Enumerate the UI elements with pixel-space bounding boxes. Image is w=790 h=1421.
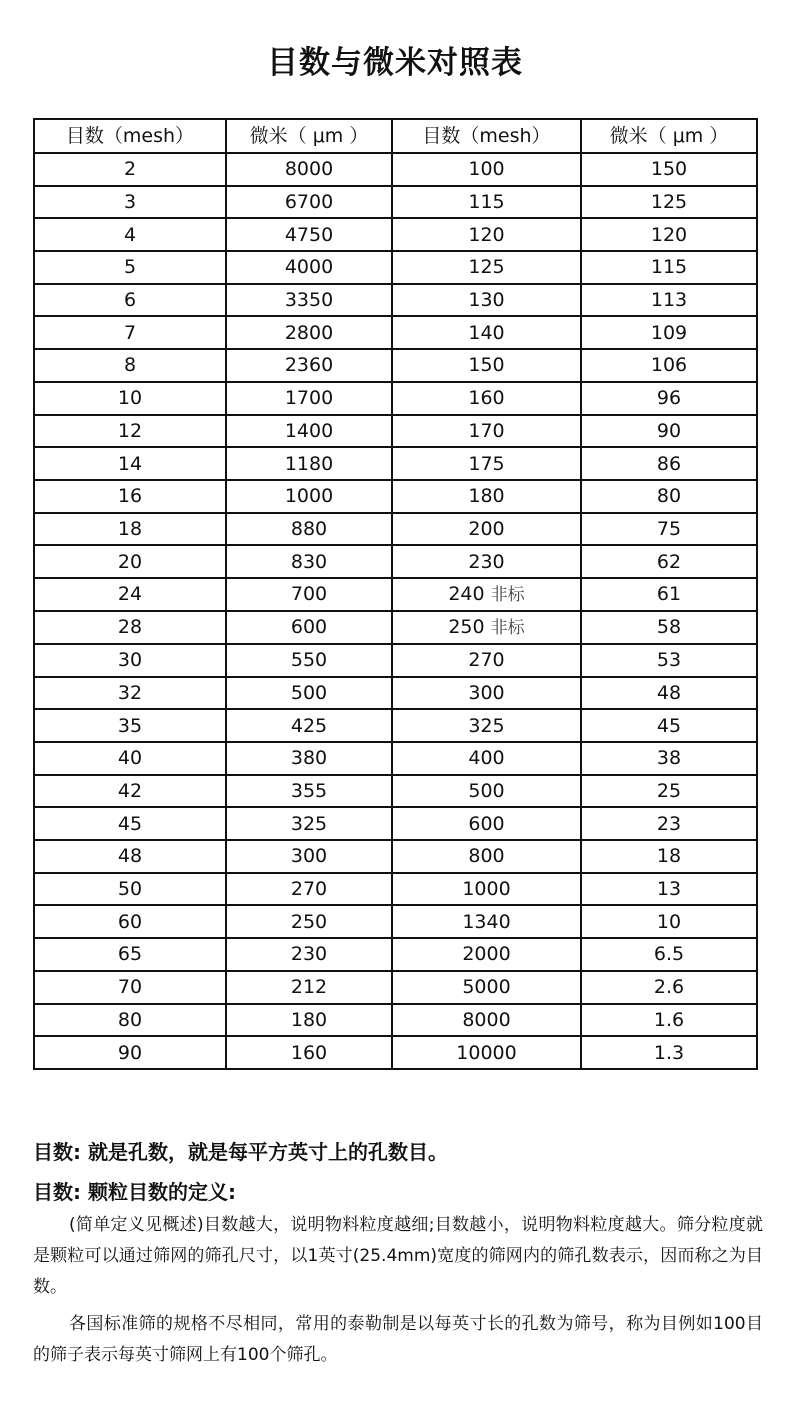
mesh-cell-left: 8 xyxy=(34,349,226,382)
mesh-cell-left: 30 xyxy=(34,644,226,677)
mesh-cell-right xyxy=(392,905,581,938)
mesh-value: 500 xyxy=(468,780,505,803)
mesh-value: 300 xyxy=(468,681,505,704)
mesh-cell-right xyxy=(392,251,581,284)
micron-cell-left: 355 xyxy=(226,775,392,808)
table-row xyxy=(34,971,757,1004)
mesh-cell-left: 70 xyxy=(34,971,226,1004)
micron-cell-left: 4750 xyxy=(226,218,392,251)
table-row xyxy=(34,415,757,448)
micron-cell-left: 2800 xyxy=(226,316,392,349)
header-mesh-left: 目数（mesh） xyxy=(34,119,226,153)
micron-cell-left: 1180 xyxy=(226,447,392,480)
mesh-cell-right xyxy=(392,677,581,710)
micron-cell-right: 75 xyxy=(581,513,757,546)
micron-cell-right: 2.6 xyxy=(581,971,757,1004)
mesh-cell-right xyxy=(392,284,581,317)
mesh-cell-left: 32 xyxy=(34,677,226,710)
mesh-cell-right xyxy=(392,513,581,546)
mesh-value: 800 xyxy=(468,845,505,868)
mesh-cell-left: 48 xyxy=(34,840,226,873)
mesh-cell-right xyxy=(392,840,581,873)
mesh-value: 200 xyxy=(468,517,505,540)
micron-cell-right: 90 xyxy=(581,415,757,448)
micron-cell-right: 10 xyxy=(581,905,757,938)
page-title: 目数与微米对照表 xyxy=(267,45,523,81)
table-row xyxy=(34,873,757,906)
mesh-cell-right xyxy=(392,709,581,742)
micron-cell-left: 2360 xyxy=(226,349,392,382)
micron-cell-left: 8000 xyxy=(226,153,392,186)
mesh-cell-left: 4 xyxy=(34,218,226,251)
micron-cell-left: 180 xyxy=(226,1004,392,1037)
table-row xyxy=(34,186,757,219)
mesh-value: 325 xyxy=(468,714,505,737)
micron-cell-left: 880 xyxy=(226,513,392,546)
micron-cell-left: 3350 xyxy=(226,284,392,317)
mesh-value: 230 xyxy=(468,550,505,573)
nonstandard-tag: 非标 xyxy=(490,584,525,605)
mesh-cell-left: 24 xyxy=(34,578,226,611)
micron-cell-left: 325 xyxy=(226,807,392,840)
micron-cell-right: 13 xyxy=(581,873,757,906)
micron-cell-left: 425 xyxy=(226,709,392,742)
micron-cell-left: 212 xyxy=(226,971,392,1004)
micron-cell-left: 250 xyxy=(226,905,392,938)
micron-cell-right: 53 xyxy=(581,644,757,677)
mesh-cell-left: 12 xyxy=(34,415,226,448)
mesh-cell-left: 10 xyxy=(34,382,226,415)
mesh-cell-right xyxy=(392,1036,581,1069)
note-paragraph-standards: 各国标准筛的规格不尽相同，常用的泰勒制是以每英寸长的孔数为筛号，称为目例如100目的筛子表示每英寸筛网上有100个筛孔。 xyxy=(33,1314,763,1365)
table-row xyxy=(34,545,757,578)
mesh-value: 270 xyxy=(468,649,505,672)
micron-cell-right: 125 xyxy=(581,186,757,219)
mesh-cell-right xyxy=(392,644,581,677)
mesh-value: 125 xyxy=(468,256,505,279)
mesh-value: 120 xyxy=(468,223,505,246)
mesh-cell-right xyxy=(392,186,581,219)
micron-cell-right: 113 xyxy=(581,284,757,317)
mesh-cell-right xyxy=(392,382,581,415)
micron-cell-right: 18 xyxy=(581,840,757,873)
mesh-cell-right xyxy=(392,1004,581,1037)
mesh-cell-right xyxy=(392,611,581,644)
header-micron-left: 微米（ μm ） xyxy=(226,119,392,153)
mesh-cell-left: 65 xyxy=(34,938,226,971)
mesh-value: 10000 xyxy=(456,1041,517,1064)
mesh-value: 150 xyxy=(468,354,505,377)
table-row xyxy=(34,1004,757,1037)
micron-cell-right: 96 xyxy=(581,382,757,415)
mesh-cell-right xyxy=(392,415,581,448)
mesh-value: 100 xyxy=(468,158,505,181)
micron-cell-right: 1.6 xyxy=(581,1004,757,1037)
mesh-cell-right xyxy=(392,807,581,840)
micron-cell-right: 150 xyxy=(581,153,757,186)
table-row xyxy=(34,480,757,513)
table-row xyxy=(34,349,757,382)
mesh-cell-right xyxy=(392,742,581,775)
table-row xyxy=(34,644,757,677)
mesh-cell-left: 42 xyxy=(34,775,226,808)
mesh-cell-left: 45 xyxy=(34,807,226,840)
mesh-cell-right xyxy=(392,578,581,611)
table-row xyxy=(34,316,757,349)
table-row xyxy=(34,382,757,415)
mesh-cell-left: 28 xyxy=(34,611,226,644)
mesh-value: 130 xyxy=(468,289,505,312)
nonstandard-tag: 非标 xyxy=(490,617,525,638)
micron-cell-right: 38 xyxy=(581,742,757,775)
note-heading-mesh-definition: 目数: 颗粒目数的定义: xyxy=(33,1180,236,1204)
table-row xyxy=(34,677,757,710)
mesh-cell-right xyxy=(392,971,581,1004)
mesh-cell-left: 35 xyxy=(34,709,226,742)
notes-section xyxy=(33,1138,763,1371)
mesh-value: 5000 xyxy=(462,976,511,999)
table-row xyxy=(34,611,757,644)
micron-cell-right: 86 xyxy=(581,447,757,480)
table-row xyxy=(34,709,757,742)
mesh-cell-left: 16 xyxy=(34,480,226,513)
mesh-cell-left: 60 xyxy=(34,905,226,938)
mesh-cell-left: 3 xyxy=(34,186,226,219)
table-row xyxy=(34,1036,757,1069)
mesh-cell-right xyxy=(392,545,581,578)
mesh-value: 250 xyxy=(448,615,485,638)
micron-cell-left: 830 xyxy=(226,545,392,578)
mesh-value: 2000 xyxy=(462,943,511,966)
micron-cell-left: 1700 xyxy=(226,382,392,415)
micron-cell-right: 115 xyxy=(581,251,757,284)
mesh-cell-right xyxy=(392,938,581,971)
micron-cell-left: 500 xyxy=(226,677,392,710)
table-body xyxy=(34,153,757,1069)
mesh-value: 115 xyxy=(468,191,505,214)
table-row xyxy=(34,284,757,317)
note-heading-mesh-meaning: 目数: 就是孔数，就是每平方英寸上的孔数目。 xyxy=(33,1140,448,1164)
mesh-cell-right xyxy=(392,316,581,349)
mesh-cell-right xyxy=(392,218,581,251)
mesh-value: 8000 xyxy=(462,1008,511,1031)
micron-cell-right: 25 xyxy=(581,775,757,808)
mesh-cell-left: 18 xyxy=(34,513,226,546)
mesh-value: 180 xyxy=(468,485,505,508)
table-row xyxy=(34,938,757,971)
mesh-cell-left: 20 xyxy=(34,545,226,578)
mesh-cell-left: 14 xyxy=(34,447,226,480)
mesh-cell-right xyxy=(392,349,581,382)
mesh-cell-left: 50 xyxy=(34,873,226,906)
table-header-row xyxy=(34,119,757,153)
mesh-value: 1340 xyxy=(462,910,511,933)
micron-cell-right: 62 xyxy=(581,545,757,578)
table-row xyxy=(34,840,757,873)
micron-cell-right: 120 xyxy=(581,218,757,251)
mesh-value: 140 xyxy=(468,321,505,344)
table-row xyxy=(34,513,757,546)
mesh-cell-right xyxy=(392,447,581,480)
micron-cell-right: 61 xyxy=(581,578,757,611)
micron-cell-left: 1400 xyxy=(226,415,392,448)
table-row xyxy=(34,807,757,840)
micron-cell-right: 58 xyxy=(581,611,757,644)
mesh-micron-table xyxy=(33,118,758,1070)
mesh-cell-right xyxy=(392,873,581,906)
table-row xyxy=(34,775,757,808)
micron-cell-left: 1000 xyxy=(226,480,392,513)
micron-cell-right: 1.3 xyxy=(581,1036,757,1069)
micron-cell-left: 4000 xyxy=(226,251,392,284)
micron-cell-right: 106 xyxy=(581,349,757,382)
mesh-cell-left: 2 xyxy=(34,153,226,186)
micron-cell-left: 700 xyxy=(226,578,392,611)
mesh-cell-left: 90 xyxy=(34,1036,226,1069)
mesh-cell-left: 40 xyxy=(34,742,226,775)
mesh-cell-left: 7 xyxy=(34,316,226,349)
table-row xyxy=(34,218,757,251)
mesh-value: 240 xyxy=(448,582,485,605)
table-row xyxy=(34,447,757,480)
micron-cell-left: 300 xyxy=(226,840,392,873)
micron-cell-right: 80 xyxy=(581,480,757,513)
table-row xyxy=(34,251,757,284)
mesh-cell-right xyxy=(392,153,581,186)
mesh-cell-left: 6 xyxy=(34,284,226,317)
mesh-cell-left: 5 xyxy=(34,251,226,284)
micron-cell-left: 270 xyxy=(226,873,392,906)
mesh-cell-right xyxy=(392,775,581,808)
micron-cell-left: 600 xyxy=(226,611,392,644)
mesh-value: 170 xyxy=(468,419,505,442)
micron-cell-right: 109 xyxy=(581,316,757,349)
table-row xyxy=(34,742,757,775)
micron-cell-left: 160 xyxy=(226,1036,392,1069)
micron-cell-right: 45 xyxy=(581,709,757,742)
mesh-cell-right xyxy=(392,480,581,513)
micron-cell-right: 23 xyxy=(581,807,757,840)
header-micron-right: 微米（ μm ） xyxy=(581,119,757,153)
table-row xyxy=(34,578,757,611)
table-row xyxy=(34,153,757,186)
micron-cell-left: 6700 xyxy=(226,186,392,219)
micron-cell-left: 380 xyxy=(226,742,392,775)
header-mesh-right: 目数（mesh） xyxy=(392,119,581,153)
mesh-value: 400 xyxy=(468,747,505,770)
note-paragraph-definition: (简单定义见概述)目数越大，说明物料粒度越细;目数越小，说明物料粒度越大。筛分粒度就是颗粒可以通过筛网的筛孔尺寸，以1英寸(25.4mm)宽度的筛网内的筛孔数表示，因而称之为目数。 xyxy=(33,1215,763,1297)
micron-cell-left: 550 xyxy=(226,644,392,677)
micron-cell-right: 48 xyxy=(581,677,757,710)
mesh-value: 1000 xyxy=(462,878,511,901)
mesh-cell-left: 80 xyxy=(34,1004,226,1037)
mesh-value: 160 xyxy=(468,387,505,410)
micron-cell-left: 230 xyxy=(226,938,392,971)
mesh-value: 175 xyxy=(468,452,505,475)
mesh-value: 600 xyxy=(468,812,505,835)
table-row xyxy=(34,905,757,938)
micron-cell-right: 6.5 xyxy=(581,938,757,971)
